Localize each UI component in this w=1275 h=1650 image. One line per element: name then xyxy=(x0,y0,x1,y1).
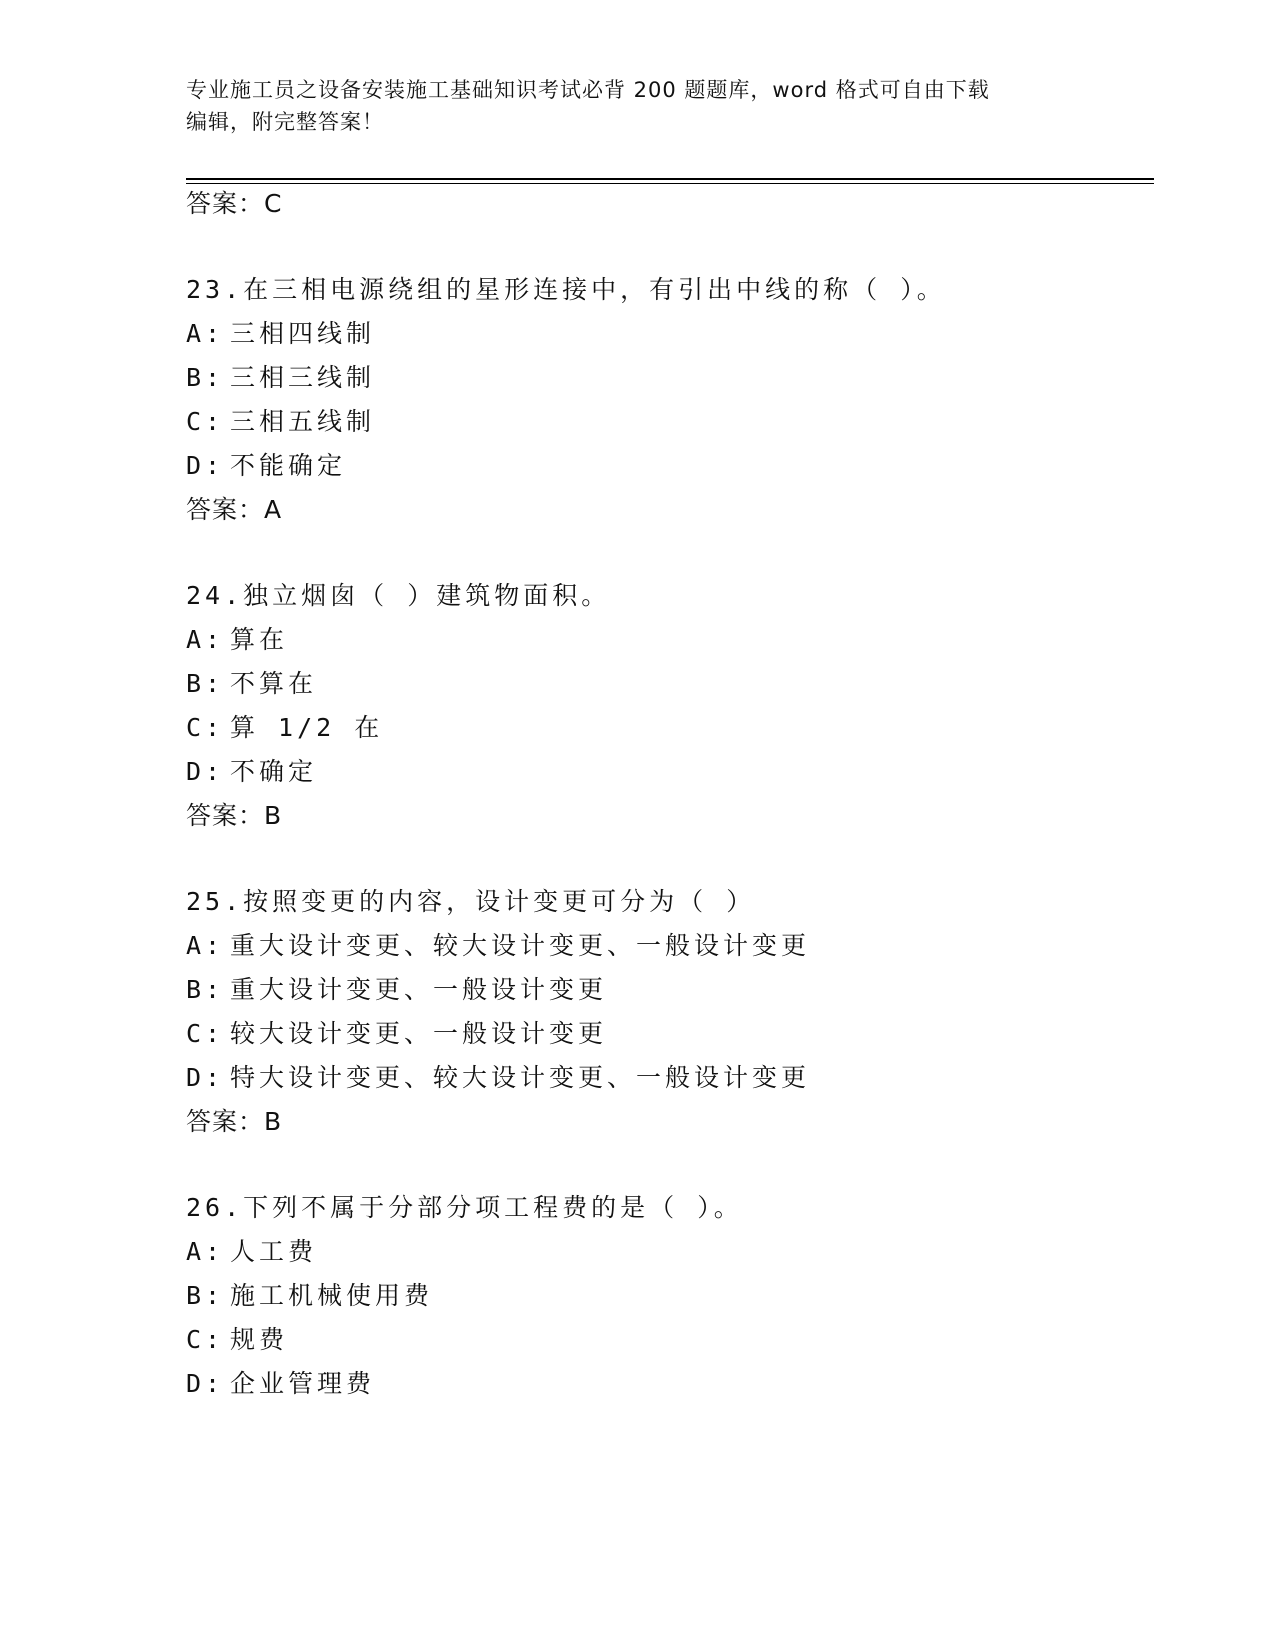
question-25-option-c xyxy=(186,1016,607,1052)
option-letter: D: xyxy=(186,451,225,480)
option-text: 企业管理费 xyxy=(230,1369,376,1398)
question-23-option-c xyxy=(186,404,375,440)
option-letter: A: xyxy=(186,625,225,654)
answer-24: 答案：B xyxy=(186,801,283,830)
question-26-option-c xyxy=(186,1322,288,1358)
option-text: 不确定 xyxy=(230,757,318,786)
answer-22: 答案：C xyxy=(186,189,283,218)
option-letter: B: xyxy=(186,669,225,698)
option-text: 重大设计变更、较大设计变更、一般设计变更 xyxy=(230,931,811,960)
option-text: 不算在 xyxy=(230,669,318,698)
option-letter: C: xyxy=(186,1325,225,1354)
option-text: 算在 xyxy=(230,625,289,654)
option-letter: A: xyxy=(186,1237,225,1266)
header-divider-thick xyxy=(186,178,1154,180)
option-letter: A: xyxy=(186,319,225,348)
option-letter: C: xyxy=(186,713,225,742)
question-24-option-a xyxy=(186,622,288,658)
option-letter: B: xyxy=(186,1281,225,1310)
question-26-option-d xyxy=(186,1366,375,1402)
option-letter: D: xyxy=(186,1369,225,1398)
option-letter: B: xyxy=(186,363,225,392)
option-text: 施工机械使用费 xyxy=(230,1281,434,1310)
option-text: 规费 xyxy=(230,1325,289,1354)
answer-25: 答案：B xyxy=(186,1107,283,1136)
question-26-option-a xyxy=(186,1234,317,1270)
option-text: 三相四线制 xyxy=(230,319,376,348)
header-line-1: 专业施工员之设备安装施工基础知识考试必背 200 题题库，word 格式可自由下载 xyxy=(186,78,990,102)
option-letter: C: xyxy=(186,407,225,436)
question-25-option-b xyxy=(186,972,607,1008)
header-line-2: 编辑，附完整答案！ xyxy=(186,110,384,134)
question-25: 25.按照变更的内容，设计变更可分为（ ） xyxy=(186,887,756,916)
question-25-option-a xyxy=(186,928,810,964)
question-23-option-a xyxy=(186,316,375,352)
option-text: 算 1/2 在 xyxy=(230,713,384,742)
option-text: 较大设计变更、一般设计变更 xyxy=(230,1019,608,1048)
option-text: 不能确定 xyxy=(230,451,347,480)
question-24: 24.独立烟囱（ ）建筑物面积。 xyxy=(186,581,611,610)
option-letter: B: xyxy=(186,975,225,1004)
option-text: 三相五线制 xyxy=(230,407,376,436)
option-letter: D: xyxy=(186,1063,225,1092)
option-letter: D: xyxy=(186,757,225,786)
question-25-option-d xyxy=(186,1060,810,1096)
question-24-option-b xyxy=(186,666,317,702)
question-24-option-d xyxy=(186,754,317,790)
option-letter: A: xyxy=(186,931,225,960)
question-26-option-b xyxy=(186,1278,433,1314)
answer-23: 答案：A xyxy=(186,495,283,524)
question-24-option-c xyxy=(186,710,383,746)
option-text: 特大设计变更、较大设计变更、一般设计变更 xyxy=(230,1063,811,1092)
option-text: 重大设计变更、一般设计变更 xyxy=(230,975,608,1004)
header-divider-thin xyxy=(186,183,1154,184)
question-26: 26.下列不属于分部分项工程费的是（ ）。 xyxy=(186,1193,743,1222)
question-23: 23.在三相电源绕组的星形连接中，有引出中线的称（ ）。 xyxy=(186,275,946,304)
document-header xyxy=(186,74,1066,138)
option-letter: C: xyxy=(186,1019,225,1048)
option-text: 三相三线制 xyxy=(230,363,376,392)
option-text: 人工费 xyxy=(230,1237,318,1266)
question-23-option-b xyxy=(186,360,375,396)
question-23-option-d xyxy=(186,448,346,484)
